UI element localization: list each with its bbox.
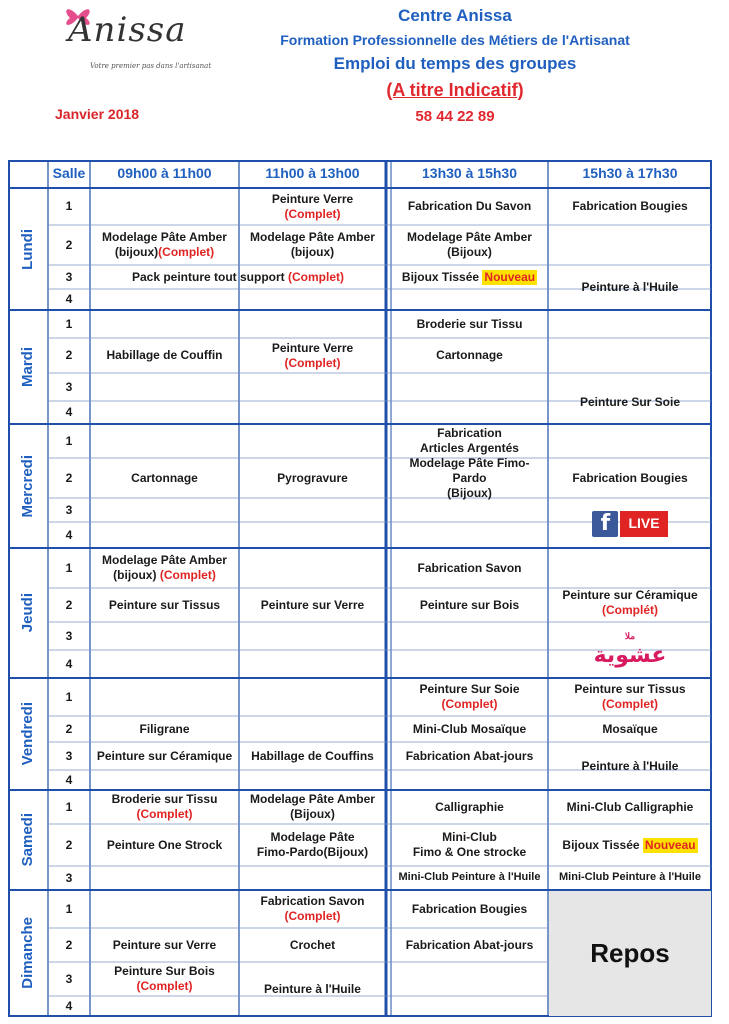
day-label: Dimanche — [18, 917, 36, 989]
class-cell: Mini-Club Mosaïque — [412, 721, 527, 736]
class-cell: Peinture à l'Huile — [581, 758, 679, 773]
month: Janvier 2018 — [55, 106, 140, 122]
salle-number: 3 — [65, 628, 73, 643]
class-cell: Peinture Sur Soie — [579, 394, 681, 409]
salle-number: 4 — [65, 998, 73, 1013]
arabic-logo: ملا عشوية — [593, 630, 667, 668]
class-cell: Modelage Pâte Fimo-Pardo (Bijoux) — [409, 455, 530, 500]
class-cell: Modelage Pâte Amber (Bijoux) — [250, 792, 375, 821]
class-cell: Mini-Club Calligraphie — [566, 799, 694, 814]
salle-number: 1 — [65, 689, 73, 704]
day-label: Vendredi — [18, 702, 36, 766]
class-cell: Cartonnage — [131, 470, 198, 485]
day-label: Mardi — [18, 346, 36, 387]
class-cell: Peinture sur Verre — [260, 597, 365, 612]
col-header-slot2: 11h00 à 13h00 — [265, 165, 360, 182]
logo — [58, 2, 212, 80]
class-cell: Fabrication Du Savon — [407, 199, 532, 213]
salle-number: 1 — [65, 901, 73, 916]
class-cell: Fabrication Savon (Complet) — [260, 894, 365, 923]
logo-text: Anissa — [68, 10, 187, 50]
salle-number: 3 — [65, 748, 73, 763]
phone-number: 58 44 22 89 — [415, 108, 495, 125]
class-cell: Fabrication Articles Argentés — [420, 426, 519, 455]
class-cell: Mosaïque — [602, 721, 658, 736]
salle-number: 2 — [65, 937, 73, 952]
indicative-note: (A titre Indicatif) — [386, 80, 524, 100]
facebook-live-logo — [548, 500, 712, 548]
salle-number: 4 — [65, 527, 73, 542]
class-cell: Peinture One Strock — [106, 837, 223, 852]
salle-number: 1 — [65, 199, 73, 213]
class-cell: Modelage Pâte Amber (bijoux) — [250, 230, 375, 259]
col-header-slot1: 09h00 à 11h00 — [117, 165, 212, 182]
class-cell: Peinture sur Verre — [112, 937, 217, 952]
salle-number: 1 — [65, 316, 73, 331]
class-cell: Mini-Club Peinture à l'Huile — [559, 871, 701, 884]
class-cell: Fabrication Bougies — [411, 901, 528, 916]
class-cell: Fabrication Bougies — [572, 199, 688, 213]
class-cell: Peinture Sur Soie (Complet) — [419, 682, 520, 711]
class-cell: Bijoux Tissée Nouveau — [401, 269, 536, 284]
class-cell: Fabrication Bougies — [572, 470, 688, 485]
salle-number: 4 — [65, 405, 73, 419]
col-header-slot4: 15h30 à 17h30 — [582, 165, 678, 182]
class-cell: Peinture à l'Huile — [264, 981, 361, 996]
class-cell: Pyrogravure — [277, 470, 348, 485]
salle-number: 2 — [65, 837, 73, 852]
page-title: Emploi du temps des groupes — [333, 54, 577, 73]
facebook-icon: f — [592, 511, 618, 537]
salle-number: 3 — [65, 502, 73, 517]
salle-number: 3 — [65, 269, 73, 284]
salle-number: 2 — [65, 348, 73, 362]
logo-tagline: Votre premier pas dans l'artisanat — [90, 62, 212, 70]
salle-number: 2 — [65, 721, 73, 736]
salle-number: 2 — [65, 470, 73, 485]
class-cell: Modelage Pâte Amber (Bijoux) — [407, 230, 532, 259]
salle-number: 2 — [65, 237, 73, 252]
live-badge: LIVE — [620, 511, 667, 537]
day-label: Mercredi — [18, 454, 36, 518]
class-cell: Peinture Verre (Complet) — [271, 340, 354, 370]
class-cell: Fabrication Abat-jours — [405, 937, 534, 952]
col-header-salle: Salle — [52, 165, 86, 182]
salle-number: 3 — [65, 870, 73, 885]
formation-line: Formation Professionnelle des Métiers de l'Artisanat — [280, 32, 630, 48]
class-cell: Peinture sur Céramique (Complét) — [562, 588, 698, 617]
class-cell: Broderie sur Tissu — [416, 316, 523, 331]
repos-cell — [549, 891, 711, 1016]
class-cell: Modelage Pâte Amber (bijoux)(Complet) — [102, 230, 227, 259]
class-cell: Peinture sur Tissus — [108, 597, 221, 612]
salle-number: 3 — [65, 379, 73, 394]
class-cell: Peinture sur Bois — [419, 597, 520, 612]
class-cell: Peinture Verre (Complet) — [271, 191, 354, 221]
class-cell: Crochet — [289, 937, 336, 952]
class-cell: Bijoux Tissée Nouveau — [562, 837, 696, 852]
day-label: Lundi — [18, 228, 36, 270]
class-cell: Peinture sur Céramique — [96, 748, 233, 763]
salle-number: 2 — [65, 597, 73, 612]
class-cell: Fabrication Savon — [417, 560, 522, 575]
class-cell: Filigrane — [139, 721, 190, 736]
class-cell: Modelage Pâte Amber (bijoux) (Complet) — [102, 553, 227, 582]
class-cell: Peinture à l'Huile — [581, 280, 679, 294]
new-badge: Nouveau — [644, 837, 696, 852]
salle-number: 3 — [65, 971, 73, 986]
class-cell: Pack peinture tout support (Complet) — [131, 269, 345, 284]
class-cell: Peinture Sur Bois (Complet) — [114, 964, 215, 993]
class-cell: Mini-Club Fimo & One strocke — [412, 830, 527, 859]
class-cell: Habillage de Couffins — [251, 748, 374, 763]
salle-number: 1 — [65, 560, 73, 575]
center-name: Centre Anissa — [398, 6, 512, 25]
new-badge: Nouveau — [484, 269, 536, 284]
salle-number: 4 — [65, 656, 73, 671]
salle-number: 4 — [65, 772, 73, 787]
salle-number: 4 — [65, 292, 73, 306]
col-header-slot3: 13h30 à 15h30 — [422, 165, 517, 182]
class-cell: Modelage Pâte Fimo-Pardo(Bijoux) — [256, 830, 369, 859]
class-cell: Cartonnage — [436, 348, 503, 362]
day-label: Jeudi — [18, 593, 36, 633]
class-cell: Habillage de Couffin — [106, 348, 223, 362]
class-cell: Calligraphie — [435, 799, 504, 814]
class-cell: Mini-Club Peinture à l'Huile — [398, 871, 541, 884]
class-cell: Fabrication Abat-jours — [405, 748, 534, 763]
schedule-table — [8, 160, 712, 1017]
salle-number: 1 — [65, 799, 73, 814]
class-cell: Peinture sur Tissus (Complet) — [574, 682, 686, 711]
salle-number: 1 — [65, 433, 73, 448]
repos-label: Repos — [590, 938, 670, 969]
class-cell: Broderie sur Tissu (Complet) — [111, 792, 218, 821]
day-label: Samedi — [18, 813, 36, 867]
